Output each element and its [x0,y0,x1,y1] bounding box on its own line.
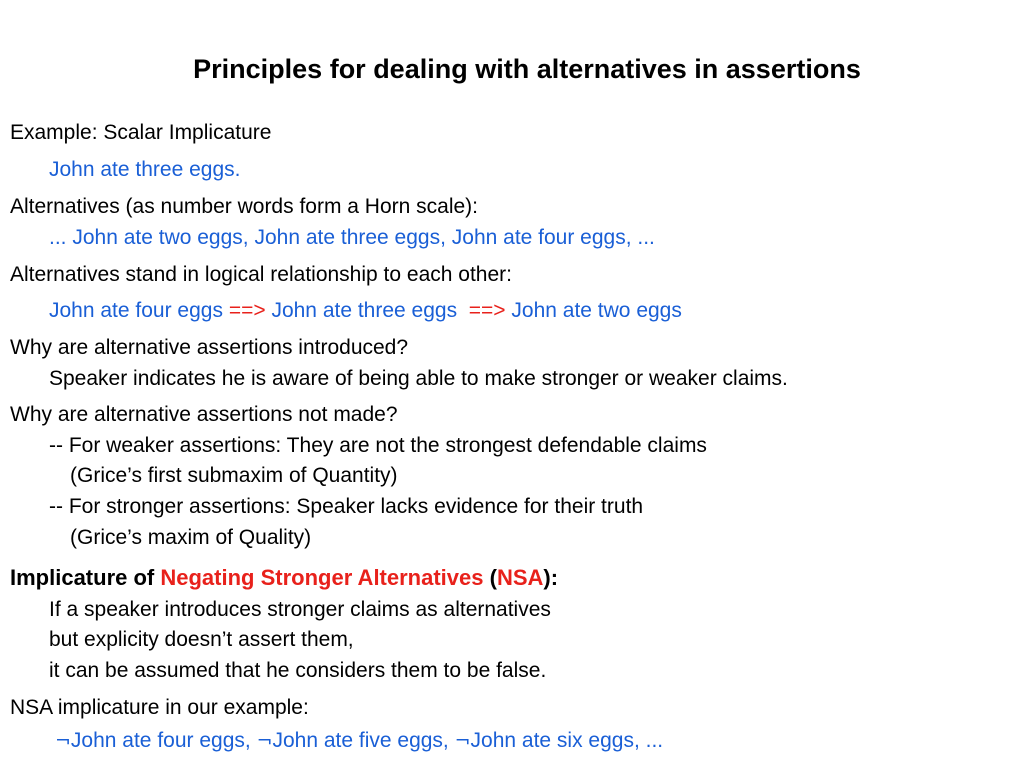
nsa-heading-name: Negating Stronger Alternatives [160,565,484,590]
entailment-arrow-2: ==> [468,299,506,322]
negation-symbol-1: ¬ [55,730,71,752]
weaker-assertions-note: (Grice’s first submaxim of Quantity) [70,464,398,487]
nsa-heading-prefix: Implicature of [10,565,161,590]
stronger-assertions-line: -- For stronger assertions: Speaker lacks evidence for their truth [49,495,644,518]
entailment-part-1: John ate four eggs [49,299,223,322]
alternatives-heading: Alternatives (as number words form a Horn scale): [10,195,478,218]
slide-title: Principles for dealing with alternatives in assertions [193,54,861,84]
entailment-part-2: John ate three eggs [271,299,458,322]
entailment-chain [49,299,682,323]
entailment-part-3: John ate two eggs [511,299,682,322]
example-heading: Example: Scalar Implicature [10,121,272,144]
nsa-line-1: If a speaker introduces stronger claims as alternatives [49,598,551,621]
nsa-example-item-3: John ate six eggs, ... [470,729,664,752]
weaker-assertions-line: -- For weaker assertions: They are not the strongest defendable claims [49,434,707,457]
why-not-made-heading: Why are alternative assertions not made? [10,403,398,426]
negation-symbol-3: ¬ [454,730,471,752]
example-sentence: John ate three eggs. [49,158,241,181]
nsa-line-3: it can be assumed that he considers them to be false. [49,659,547,682]
nsa-line-2: but explicity doesn’t assert them, [49,628,354,651]
stronger-assertions-note: (Grice’s maxim of Quality) [70,526,312,549]
nsa-example-item-1: John ate four eggs, [70,729,257,752]
relationship-heading: Alternatives stand in logical relationship to each other: [10,263,512,286]
nsa-heading-abbr: NSA [496,565,544,590]
nsa-example-item-2: John ate five eggs, [272,729,455,752]
why-introduced-answer: Speaker indicates he is aware of being able to make stronger or weaker claims. [49,367,788,390]
nsa-heading-paren: ( [483,565,497,590]
nsa-example [55,729,663,753]
negation-symbol-2: ¬ [256,730,273,752]
why-introduced-heading: Why are alternative assertions introduced? [10,336,409,359]
nsa-heading [10,566,558,590]
alternatives-list: ... John ate two eggs, John ate three eggs, John ate four eggs, ... [49,226,655,249]
entailment-arrow-1: ==> [228,299,266,322]
nsa-example-heading: NSA implicature in our example: [10,696,309,719]
nsa-heading-close: ): [543,565,559,590]
